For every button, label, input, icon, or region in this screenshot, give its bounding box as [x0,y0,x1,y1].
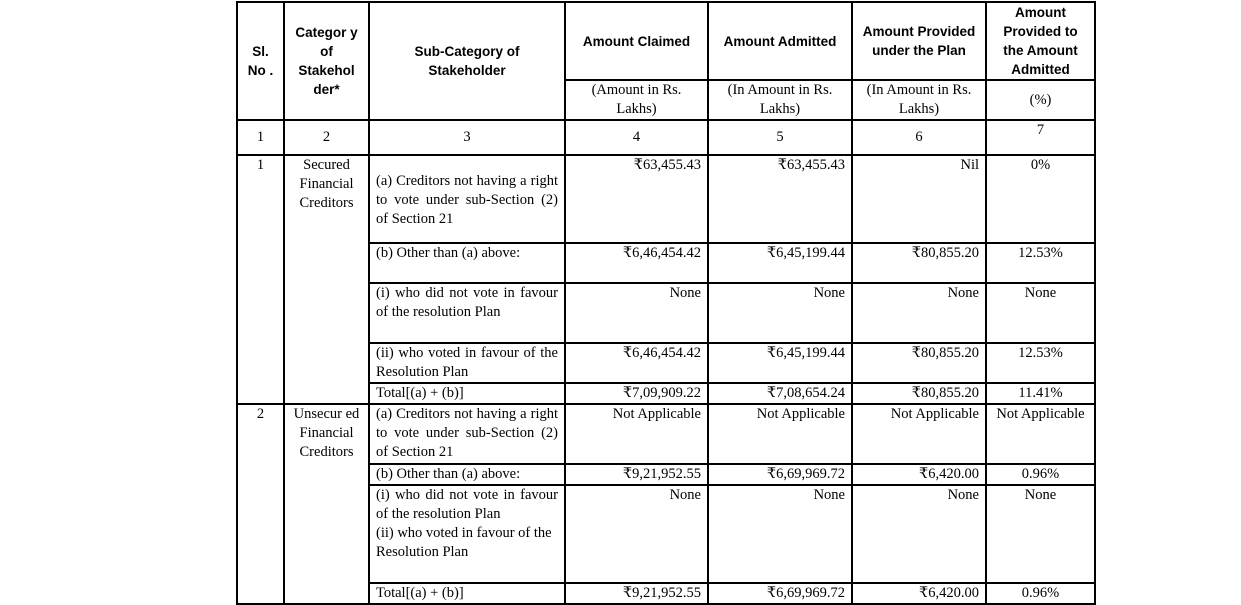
amount-pct: 12.53% [986,243,1095,283]
col-num: 2 [284,120,369,155]
header-sub-category: Sub-Category of Stakeholder [369,2,565,120]
amount-admitted: ₹6,45,199.44 [708,243,852,283]
column-number-row [237,120,1095,155]
amount-provided: None [852,485,986,583]
amount-admitted: None [708,485,852,583]
category: Unsecur ed Financial Creditors [284,404,369,604]
amount-provided: ₹80,855.20 [852,343,986,383]
amount-pct: None [986,485,1095,583]
sub-category-ii: (ii) who voted in favour of the Resolution Plan [376,525,552,560]
unit-admitted: (In Amount in Rs. Lakhs) [708,80,852,120]
header-amount-claimed: Amount Claimed [565,2,708,80]
stakeholder-table [236,1,1096,605]
sl-no: 1 [237,155,284,404]
sub-category-total: Total[(a) + (b)] [369,583,565,604]
col-num: 1 [237,120,284,155]
amount-admitted: ₹6,45,199.44 [708,343,852,383]
amount-pct: 0.96% [986,464,1095,485]
amount-claimed: ₹63,455.43 [565,155,708,243]
sub-category-i: (i) who did not vote in favour of the resolution Plan [376,487,558,522]
amount-claimed: ₹6,46,454.42 [565,343,708,383]
amount-admitted: Not Applicable [708,404,852,464]
amount-claimed: ₹9,21,952.55 [565,464,708,485]
sl-no: 2 [237,404,284,604]
amount-claimed: None [565,283,708,343]
col-num: 7 [986,120,1095,155]
amount-pct: 0.96% [986,583,1095,604]
header-amount-provided: Amount Provided under the Plan [852,2,986,80]
col-num: 3 [369,120,565,155]
amount-provided: ₹80,855.20 [852,383,986,404]
header-amount-admitted: Amount Admitted [708,2,852,80]
unit-claimed: (Amount in Rs. Lakhs) [565,80,708,120]
amount-admitted: ₹7,08,654.24 [708,383,852,404]
sub-category: (i) who did not vote in favour of the resolution Plan [369,283,565,343]
amount-claimed: None [565,485,708,583]
header-sl-no: Sl. No . [237,2,284,120]
amount-pct: 0% [986,155,1095,243]
amount-provided: ₹80,855.20 [852,243,986,283]
sub-category: (b) Other than (a) above: [369,243,565,283]
col-num: 5 [708,120,852,155]
header-row [237,2,1095,80]
header-category: Categor y of Stakehol der* [284,2,369,120]
sub-category [369,485,565,583]
amount-pct: Not Applicable [986,404,1095,464]
col-num: 4 [565,120,708,155]
amount-claimed: ₹7,09,909.22 [565,383,708,404]
table-row [237,404,1095,464]
sub-category: (ii) who voted in favour of the Resolution Plan [369,343,565,383]
amount-provided: Nil [852,155,986,243]
amount-admitted: None [708,283,852,343]
sub-category: (a) Creditors not having a right to vote under sub-Section (2) of Section 21 [369,404,565,464]
amount-pct: None [986,283,1095,343]
amount-admitted: ₹6,69,969.72 [708,583,852,604]
header-amount-pct: Amount Provided to the Amount Admitted [986,2,1095,80]
unit-pct: (%) [986,80,1095,120]
sub-category: (a) Creditors not having a right to vote under sub-Section (2) of Section 21 [369,155,565,243]
category: Secured Financial Creditors [284,155,369,404]
unit-provided: (In Amount in Rs. Lakhs) [852,80,986,120]
table-row [237,155,1095,243]
sub-category-total: Total[(a) + (b)] [369,383,565,404]
amount-admitted: ₹63,455.43 [708,155,852,243]
amount-pct: 11.41% [986,383,1095,404]
sub-category: (b) Other than (a) above: [369,464,565,485]
amount-provided: Not Applicable [852,404,986,464]
amount-provided: ₹6,420.00 [852,464,986,485]
amount-claimed: ₹6,46,454.42 [565,243,708,283]
amount-provided: ₹6,420.00 [852,583,986,604]
amount-pct: 12.53% [986,343,1095,383]
amount-claimed: ₹9,21,952.55 [565,583,708,604]
amount-admitted: ₹6,69,969.72 [708,464,852,485]
amount-claimed: Not Applicable [565,404,708,464]
amount-provided: None [852,283,986,343]
col-num: 6 [852,120,986,155]
